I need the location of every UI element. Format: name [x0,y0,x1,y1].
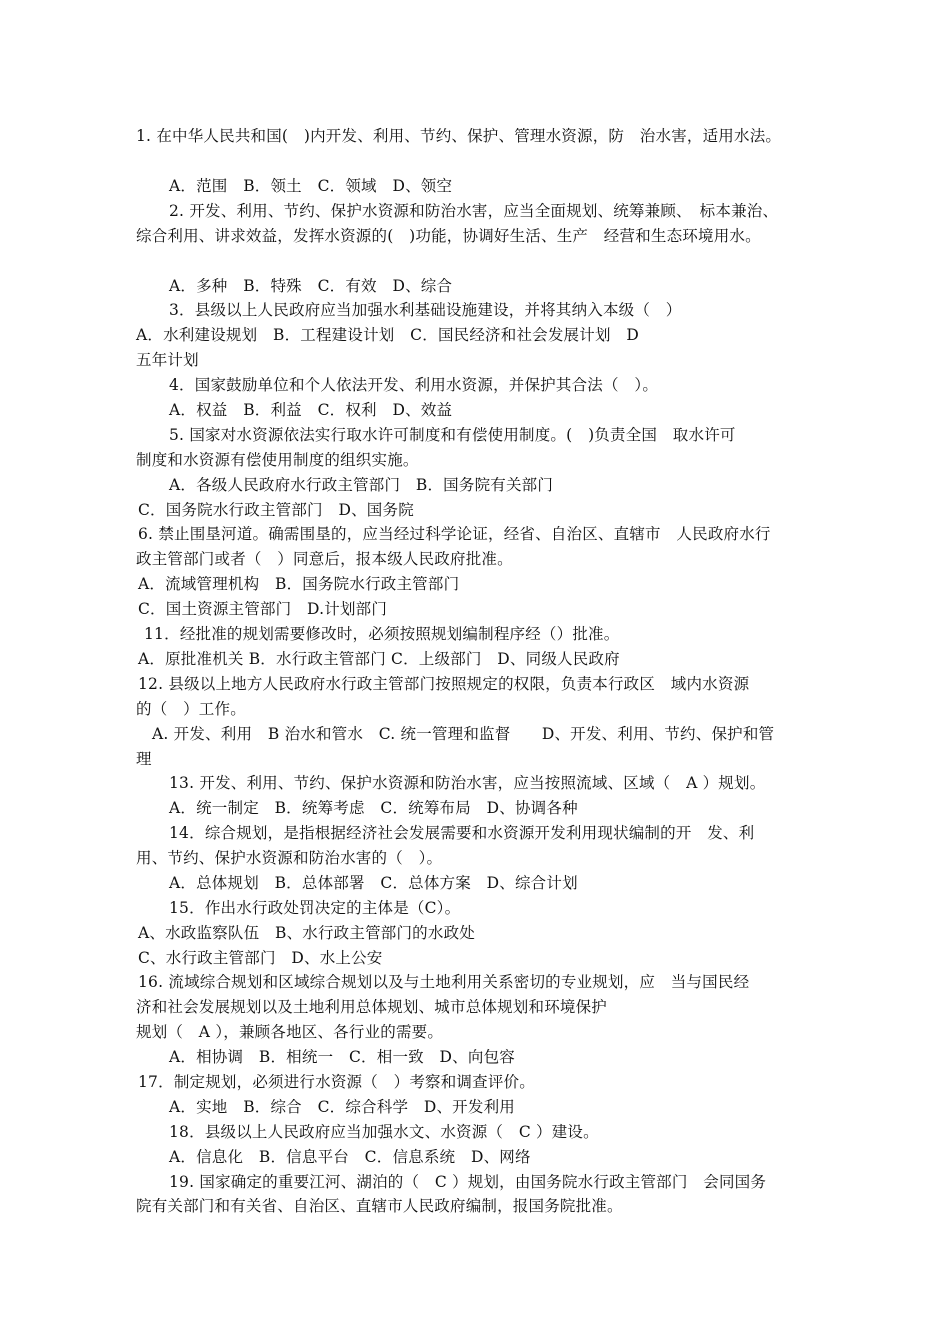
question-5-options-2: C．国务院水行政主管部门 D、国务院 [138,501,414,519]
question-16-stem-cont: 济和社会发展规划以及土地利用总体规划、城市总体规划和环境保护 [136,998,608,1016]
question-15-stem: 15．作出水行政处罚决定的主体是（C）。 [169,899,461,917]
question-14-stem-cont: 用、节约、保护水资源和防治水害的（ ）。 [136,849,443,867]
question-4-stem: 4．国家鼓励单位和个人依法开发、利用水资源，并保护其合法（ ）。 [169,376,659,394]
question-6-options-2: C．国土资源主管部门 D.计划部门 [138,600,388,618]
question-19-stem-cont: 院有关部门和有关省、自治区、直辖市人民政府编制，报国务院批准。 [136,1197,623,1215]
question-15-options-2: C、水行政主管部门 D、水上公安 [138,949,383,967]
question-6-stem-cont: 政主管部门或者（ ）同意后，报本级人民政府批准。 [136,550,513,568]
question-17-options: A．实地 B．综合 C．综合科学 D、开发利用 [169,1098,515,1116]
question-2-options: A．多种 B．特殊 C．有效 D、综合 [169,277,453,295]
question-18-options: A．信息化 B．信息平台 C．信息系统 D、网络 [169,1148,531,1166]
question-15-options-1: A、水政监察队伍 B、水行政主管部门的水政处 [138,924,475,942]
question-5-stem-cont: 制度和水资源有偿使用制度的组织实施。 [136,451,419,469]
question-1-options: A．范围 B．领土 C．领域 D、领空 [169,177,453,195]
question-14-options: A．总体规划 B．总体部署 C．总体方案 D、综合计划 [169,874,578,892]
question-2-stem: 2. 开发、利用、节约、保护水资源和防治水害，应当全面规划、统筹兼顾、 标本兼治、 [169,202,779,220]
question-17-stem: 17．制定规划，必须进行水资源（ ）考察和调查评价。 [138,1073,535,1091]
question-11-options: A．原批准机关 B．水行政主管部门 C．上级部门 D、同级人民政府 [138,650,620,668]
question-11-stem: 11．经批准的规划需要修改时，必须按照规划编制程序经（）批准。 [144,625,620,643]
question-16-stem-cont-2: 规划（ A ），兼顾各地区、各行业的需要。 [136,1023,444,1041]
question-14-stem: 14．综合规划，是指根据经济社会发展需要和水资源开发利用现状编制的开 发、利 [169,824,755,842]
question-13-options: A．统一制定 B．统筹考虑 C．统筹布局 D、协调各种 [169,799,578,817]
question-1-stem: 1. 在中华人民共和国( )内开发、利用、节约、保护、管理水资源，防 治水害，适用水法。 [136,127,782,145]
question-13-stem: 13. 开发、利用、节约、保护水资源和防治水害，应当按照流域、区域（ A ）规划。 [169,774,766,792]
question-2-stem-cont: 综合利用、讲求效益，发挥水资源的( )功能，协调好生活、生产 经营和生态环境用水。 [136,227,761,245]
question-5-options-1: A．各级人民政府水行政主管部门 B．国务院有关部门 [169,476,554,494]
question-3-stem: 3．县级以上人民政府应当加强水利基础设施建设，并将其纳入本级（ ） [169,301,682,319]
question-16-options: A．相协调 B．相统一 C．相一致 D、向包容 [169,1048,515,1066]
question-12-stem-cont: 的（ ）工作。 [136,700,246,718]
question-4-options: A．权益 B．利益 C．权利 D、效益 [169,401,453,419]
question-18-stem: 18．县级以上人民政府应当加强水文、水资源（ C ）建设。 [169,1123,599,1141]
question-12-options-cont: 理 [136,750,152,768]
question-12-options: A. 开发、利用 B 治水和管水 C. 统一管理和监督 D、开发、利用、节约、保护和管 [152,725,775,743]
question-3-options-cont: 五年计划 [136,351,199,369]
question-16-stem: 16. 流域综合规划和区域综合规划以及与土地利用关系密切的专业规划，应 当与国民经 [138,973,750,991]
question-5-stem: 5. 国家对水资源依法实行取水许可制度和有偿使用制度。( )负责全国 取水许可 [169,426,736,444]
question-6-stem: 6. 禁止围垦河道。确需围垦的，应当经过科学论证，经省、自治区、直辖市 人民政府水行 [138,525,771,543]
question-19-stem: 19. 国家确定的重要江河、湖泊的（ C ）规划，由国务院水行政主管部门 会同国务 [169,1173,767,1191]
question-12-stem: 12. 县级以上地方人民政府水行政主管部门按照规定的权限，负责本行政区 域内水资源 [138,675,750,693]
question-6-options-1: A．流域管理机构 B．国务院水行政主管部门 [138,575,460,593]
question-3-options: A．水利建设规划 B．工程建设计划 C．国民经济和社会发展计划 D [136,326,639,344]
